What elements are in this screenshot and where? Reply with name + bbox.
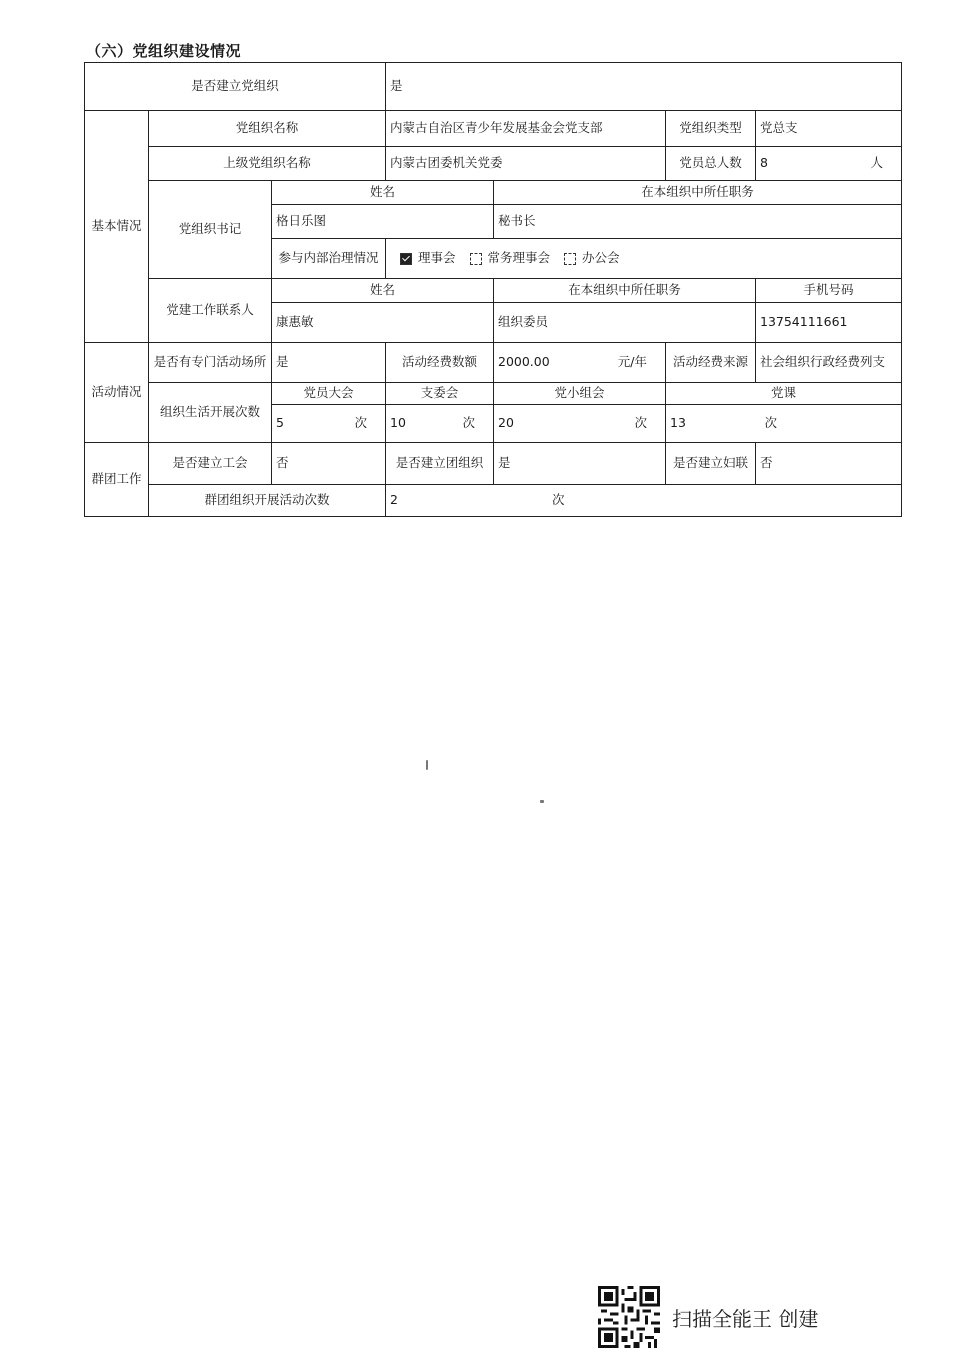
section-heading: （六）党组织建设情况: [86, 42, 242, 60]
union-label: 是否建立工会: [149, 443, 272, 485]
member-count-label: 党员总人数: [666, 147, 756, 181]
org-name-value: 内蒙古自治区青少年发展基金会党支部: [386, 111, 666, 147]
venue-value: 是: [272, 343, 386, 383]
contact-phone-header: 手机号码: [756, 279, 902, 303]
mass-activities-unit: 次: [551, 492, 565, 508]
venue-label: 是否有专门活动场所: [149, 343, 272, 383]
governance-options: [386, 239, 902, 279]
secretary-name: 格日乐图: [272, 205, 494, 239]
fund-source-label: 活动经费来源: [666, 343, 756, 383]
parent-org-value: 内蒙古团委机关党委: [386, 147, 666, 181]
contact-position-header: 在本组织中所任职务: [494, 279, 756, 303]
org-life-label: 组织生活开展次数: [149, 383, 272, 443]
org-name-label: 党组织名称: [149, 111, 386, 147]
contact-position: 组织委员: [494, 303, 756, 343]
governance-label: 参与内部治理情况: [272, 239, 386, 279]
established-label: 是否建立党组织: [85, 63, 386, 111]
life-header-members-meeting: 党员大会: [272, 383, 386, 405]
governance-option-standing-council: 常务理事会: [487, 250, 551, 266]
secretary-name-header: 姓名: [272, 181, 494, 205]
fund-label: 活动经费数额: [386, 343, 494, 383]
fund-value: 2000.00: [498, 354, 550, 370]
member-count-value: 8: [760, 155, 768, 171]
secretary-position-header: 在本组织中所任职务: [494, 181, 902, 205]
life-count-group-meeting: 20 次: [494, 405, 666, 443]
life-header-committee: 支委会: [386, 383, 494, 405]
scanner-watermark-text: 扫描全能王 创建: [672, 1306, 819, 1331]
life-count-members-meeting: 5 次: [272, 405, 386, 443]
basic-section-label: 基本情况: [85, 111, 149, 343]
org-type-label: 党组织类型: [666, 111, 756, 147]
checkbox-empty-icon: [564, 253, 576, 265]
contact-phone: 13754111661: [756, 303, 902, 343]
life-header-party-class: 党课: [666, 383, 902, 405]
governance-option-office-meeting: 办公会: [582, 250, 620, 266]
governance-option-council: 理事会: [418, 250, 456, 266]
women-fed-value: 否: [756, 443, 902, 485]
member-count-unit: 人: [870, 155, 884, 171]
fund-cell: [494, 343, 666, 383]
checkbox-checked-icon: [400, 253, 412, 265]
scanner-watermark: [598, 1286, 818, 1348]
member-count-cell: [756, 147, 902, 181]
activity-section-label: 活动情况: [85, 343, 149, 443]
contact-name: 康惠敏: [272, 303, 494, 343]
union-value: 否: [272, 443, 386, 485]
mass-section-label: 群团工作: [85, 443, 149, 517]
life-count-party-class: 13 次: [666, 405, 902, 443]
women-fed-label: 是否建立妇联: [666, 443, 756, 485]
qr-code-icon: [598, 1286, 660, 1348]
fund-source-value: 社会组织行政经费列支: [756, 343, 902, 383]
mass-activities-label: 群团组织开展活动次数: [149, 485, 386, 517]
org-type-value: 党总支: [756, 111, 902, 147]
checkbox-empty-icon: [470, 253, 482, 265]
established-value: 是: [386, 63, 902, 111]
scan-speck: [426, 760, 428, 770]
secretary-position: 秘书长: [494, 205, 902, 239]
mass-activities-value: 2: [390, 492, 398, 508]
life-header-group-meeting: 党小组会: [494, 383, 666, 405]
scan-speck: [540, 800, 544, 803]
contact-name-header: 姓名: [272, 279, 494, 303]
youth-org-value: 是: [494, 443, 666, 485]
party-organization-table: [84, 62, 902, 517]
fund-unit: 元/年: [617, 354, 647, 370]
contact-label: 党建工作联系人: [149, 279, 272, 343]
youth-org-label: 是否建立团组织: [386, 443, 494, 485]
secretary-label: 党组织书记: [149, 181, 272, 279]
mass-activities-cell: [386, 485, 902, 517]
life-count-committee: 10 次: [386, 405, 494, 443]
parent-org-label: 上级党组织名称: [149, 147, 386, 181]
